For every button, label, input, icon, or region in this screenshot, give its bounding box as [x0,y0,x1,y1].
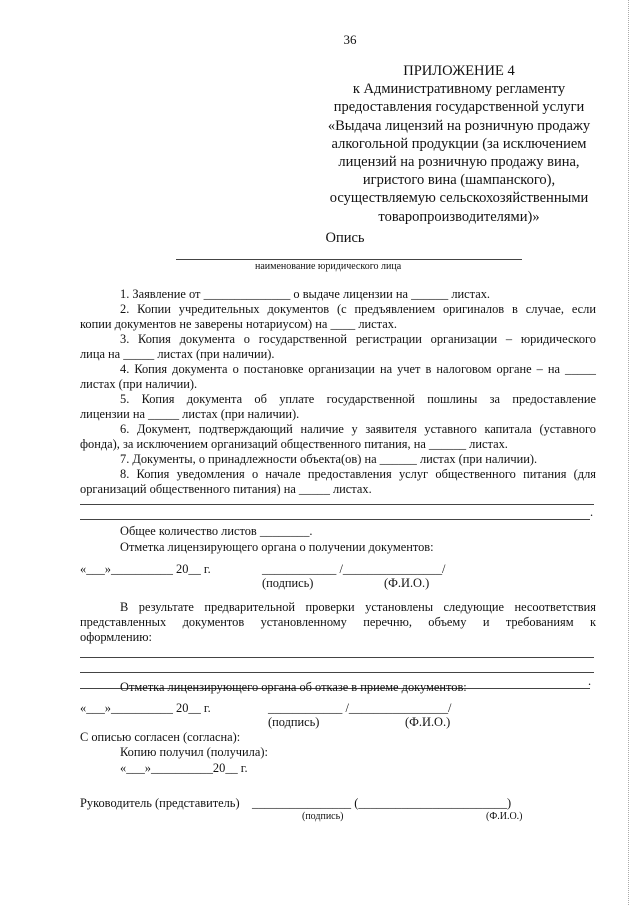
item-5-line1: 5. Копия документа об уплате государственной пошлины за предоставление [120,392,596,406]
date-line-1: «___»__________ 20__ г. [80,562,211,576]
blank-line [80,504,594,505]
item-6-line2: фонда), за исключением организаций общественного питания, на ______ листах. [80,437,508,451]
item-5-line2: лицензии на _____ листах (при наличии). [80,407,300,421]
head-sign-caption: (подпись) [302,811,344,822]
form-title: Опись [325,230,365,246]
appendix-line: алкогольной продукции (за исключением [331,135,587,152]
appendix-line: товаропроизводителями)» [378,208,540,225]
receipt-mark: Отметка лицензирующего органа о получении документов: [120,540,434,554]
item-2-line2: копии документов не заверены нотариусом) на ____ листах. [80,317,398,331]
appendix-line: осуществляемую сельскохозяйственными [329,190,589,207]
total-sheets: Общее количество листов ________. [120,524,313,538]
fio-caption-1: (Ф.И.О.) [384,576,430,590]
line-end-dot: . [590,505,594,519]
appendix-line: лицензий на розничную продажу вина, [338,154,580,171]
refusal-mark: Отметка лицензирующего органа об отказе в приеме документов: [120,680,467,694]
appendix-line: предоставления государственной услуги [333,99,585,116]
sign-line-2: ____________ /________________/ [268,701,452,715]
appendix-title: ПРИЛОЖЕНИЕ 4 [403,63,515,79]
sign-caption-2: (подпись) [268,715,320,729]
item-6-line1: 6. Документ, подтверждающий наличие у заявителя уставного капитала (уставного [120,422,596,436]
sign-line-1: ____________ /________________/ [262,562,446,576]
check-line1: В результате предварительной проверки установлены следующие несоответствия [120,600,596,614]
check-line3: оформлению: [80,630,152,644]
org-name-caption: наименование юридического лица [255,261,402,272]
date-line-2: «___»__________ 20__ г. [80,701,211,715]
page-edge-line [628,0,629,905]
item-8-line1: 8. Копия уведомления о начале предоставления услуг общественного питания (для [120,467,596,481]
blank-line [80,657,594,658]
check-line2: представленных документов установленному перечню, объему и требованиям к [80,615,596,629]
item-4-line2: листах (при наличии). [80,377,198,391]
org-name-line [176,259,522,260]
blank-line [80,519,590,520]
item-4-line1: 4. Копия документа о постановке организации на учет в налоговом органе – на _____ [120,362,596,376]
item-3-line1: 3. Копия документа о государственной регистрации организации – юридического [120,332,596,346]
item-7: 7. Документы, о принадлежности объекта(ов) на ______ листах (при наличии). [120,452,538,466]
copy-received: Копию получил (получила): [120,745,268,759]
appendix-header [296,62,622,226]
head-sign-line: ________________ (________________________) [252,796,512,810]
blank-line [80,672,594,673]
sign-caption-1: (подпись) [262,576,314,590]
appendix-line: «Выдача лицензий на розничную продажу [327,117,591,134]
item-8-line2: организаций общественного питания) на _____ листах. [80,482,372,496]
head-fio-caption: (Ф.И.О.) [486,811,523,822]
line-end-dot: . [588,674,592,688]
fio-caption-2: (Ф.И.О.) [405,715,451,729]
date-line-3: «___»__________20__ г. [120,761,248,775]
appendix-line: к Административному регламенту [352,81,566,98]
item-2-line1: 2. Копии учредительных документов (с предъявлением оригиналов в случае, если [120,302,596,316]
item-3-line2: лица на _____ листах (при наличии). [80,347,275,361]
agree-text: С описью согласен (согласна): [80,730,241,744]
page-number: 36 [343,32,357,47]
item-1: 1. Заявление от ______________ о выдаче лицензии на ______ листах. [120,287,491,301]
appendix-line: игристого вина (шампанского), [362,172,556,189]
head-label: Руководитель (представитель) [80,796,240,810]
